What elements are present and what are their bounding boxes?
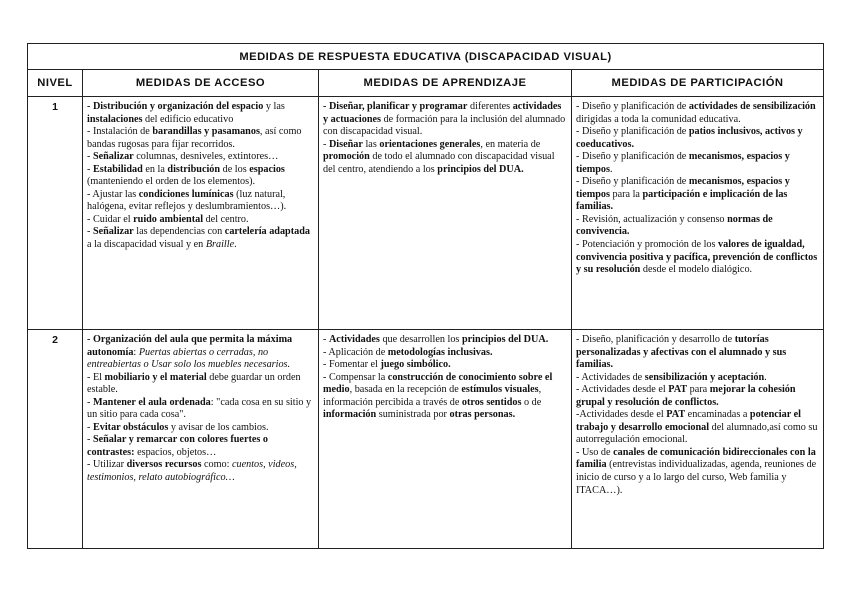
text-run: normas de convivencia.: [576, 213, 773, 238]
text-run: - Diseño y planificación de: [576, 101, 689, 112]
text-run: valores de igualdad, convivencia positiva y pacífica, prevención de conflictos y su resolución: [576, 239, 818, 276]
list-item: [87, 151, 314, 164]
list-item: [576, 239, 819, 277]
participacion-cell: [572, 97, 824, 330]
text-run: Estabilidad: [92, 163, 143, 175]
text-run: (manteniendo el orden de los elementos).: [87, 176, 256, 188]
text-run: - Revisión, actualización y consenso: [576, 213, 728, 225]
list-item: [87, 372, 314, 397]
aprendizaje-cell: [319, 330, 572, 549]
text-run: mejorar la cohesión grupal y resolución de conflictos.: [576, 384, 796, 408]
text-run: - Organización del aula que permita la máxima autonomía: [87, 334, 293, 358]
list-item: [323, 347, 567, 360]
text-run: espacios, objetos…: [134, 446, 217, 458]
text-run: mecanismos, espacios y tiempos: [576, 151, 790, 175]
list-item: [576, 176, 819, 214]
text-run: - Diseñar, planificar y programar: [323, 101, 468, 112]
list-item: [576, 384, 819, 409]
header-nivel: NIVEL: [28, 70, 83, 97]
list-item: [87, 126, 314, 151]
text-run: mecanismos, espacios y tiempos: [576, 176, 790, 200]
list-item: [323, 372, 567, 422]
text-run: dirigidas a toda la comunidad educativa.: [576, 113, 741, 125]
text-run: y las: [263, 101, 285, 112]
text-run: información: [323, 409, 377, 421]
list-item: [576, 101, 819, 126]
text-run: - Actividades desde el: [576, 384, 669, 396]
text-run: : "cada cosa en su sitio y un sitio para cada cosa".: [87, 396, 312, 421]
text-run: - Utilizar: [87, 459, 127, 471]
list-item: [87, 397, 314, 422]
list-item: [87, 164, 314, 189]
text-run: -Actividades desde el: [576, 409, 667, 421]
text-run: .: [609, 163, 613, 175]
text-run: :: [133, 346, 139, 358]
text-run: otras personas.: [449, 409, 516, 421]
text-run: encaminadas a: [685, 409, 750, 421]
text-run: para: [687, 384, 710, 396]
text-run: actividades y actuaciones: [323, 101, 562, 125]
text-run: Actividades: [328, 334, 380, 345]
list-item: [323, 334, 567, 347]
participacion-cell: [572, 330, 824, 549]
text-run: en la: [142, 163, 168, 175]
list-item: [87, 434, 314, 459]
table-row: [28, 330, 824, 549]
text-run: patios inclusivos, activos y coeducativos.: [576, 126, 803, 150]
text-run: columnas, desniveles, extintores…: [133, 151, 279, 163]
text-run: diferentes: [467, 101, 513, 112]
text-run: , así como bandas rugosas para fijar recorridos.: [87, 126, 302, 150]
text-run: principios del DUA.: [437, 163, 524, 175]
text-run: del edificio educativo: [142, 113, 234, 125]
text-run: a la discapacidad visual y en: [87, 239, 206, 251]
text-run: Diseñar: [328, 138, 363, 150]
list-item: [87, 422, 314, 435]
text-run: .: [764, 371, 767, 383]
text-run: como:: [201, 459, 232, 471]
text-run: Señalizar: [92, 226, 134, 238]
text-run: cartelería adaptada: [224, 226, 310, 238]
text-run: -: [87, 163, 93, 175]
list-item: [576, 409, 819, 447]
text-run: del alumnado,así como su autorregulación emocional.: [576, 421, 818, 446]
text-run: - Diseño y planificación de: [576, 176, 689, 188]
text-run: -: [323, 334, 329, 345]
text-run: - Instalación de: [87, 126, 153, 138]
text-run: de formación para la inclusión del alumnado con discapacidad visual.: [323, 113, 566, 138]
table-title: MEDIDAS DE RESPUESTA EDUCATIVA (DISCAPACIDAD VISUAL): [28, 44, 824, 70]
table-row: [28, 97, 824, 330]
text-run: (entrevistas individualizadas, agenda, reuniones de inicio de curso y a lo largo del curso, Web familia y ITACA…).: [576, 459, 817, 496]
text-run: -: [87, 226, 93, 238]
text-run: sensibilización y aceptación: [644, 371, 765, 383]
text-run: debe guardar un orden estable.: [87, 371, 301, 396]
text-run: Braille: [205, 239, 235, 251]
list-item: [576, 372, 819, 385]
text-run: - Distribución y organización del espacio: [87, 101, 264, 112]
text-run: PAT: [668, 384, 688, 396]
text-run: -: [87, 434, 93, 446]
nivel-cell: 2: [28, 330, 83, 549]
text-run: ruido ambiental: [133, 213, 204, 225]
acceso-cell: [83, 330, 319, 549]
list-item: [576, 214, 819, 239]
text-run: -: [87, 421, 93, 433]
text-run: -: [323, 138, 329, 150]
text-run: para la: [609, 188, 643, 200]
list-item: [323, 101, 567, 139]
text-run: .: [234, 239, 237, 251]
text-run: que desarrollen los: [379, 334, 462, 345]
text-run: - Potenciación y promoción de los: [576, 239, 719, 251]
text-run: Puertas abiertas o cerradas, no entreabiertas o Usar solo los muebles necesarios.: [87, 346, 291, 371]
nivel-cell: 1: [28, 97, 83, 330]
text-run: - Aplicación de: [323, 346, 388, 358]
text-run: - El: [87, 371, 105, 383]
text-run: actividades de sensibilización: [688, 101, 816, 112]
text-run: las dependencias con: [133, 226, 225, 238]
text-run: instalaciones: [87, 113, 143, 125]
text-run: de los: [220, 163, 250, 175]
text-run: desde el modelo dialógico.: [640, 264, 753, 276]
header-acceso: MEDIDAS DE ACCESO: [83, 70, 319, 97]
text-run: cuentos, videos, testimonios, relato autobiográfico…: [87, 459, 297, 484]
text-run: Evitar obstáculos: [92, 421, 169, 433]
measures-table: [27, 43, 824, 549]
text-run: de todo el alumnado con discapacidad visual del centro, atendiendo a los: [323, 151, 555, 175]
text-run: distribución: [167, 163, 221, 175]
text-run: promoción: [323, 151, 370, 163]
text-run: estímulos visuales: [461, 384, 539, 396]
text-run: - Fomentar el: [323, 359, 381, 371]
text-run: metodologías inclusivas.: [387, 346, 493, 358]
text-run: - Ajustar las: [87, 188, 139, 200]
text-run: , basada en la recepción de: [349, 384, 462, 396]
text-run: PAT: [666, 409, 686, 421]
list-item: [576, 334, 819, 372]
list-item: [323, 139, 567, 177]
list-item: [87, 226, 314, 251]
list-item: [576, 151, 819, 176]
text-run: - Uso de: [576, 446, 614, 458]
text-run: del centro.: [203, 213, 249, 225]
header-aprendizaje: MEDIDAS DE APRENDIZAJE: [319, 70, 572, 97]
text-run: canales de comunicación bidireccionales con la familia: [576, 446, 816, 471]
list-item: [87, 101, 314, 126]
header-participacion: MEDIDAS DE PARTICIPACIÓN: [572, 70, 824, 97]
text-run: las: [362, 138, 380, 150]
text-run: construcción de conocimiento sobre el medio: [323, 371, 553, 396]
text-run: - Cuidar el: [87, 213, 134, 225]
text-run: - Diseño y planificación de: [576, 126, 689, 138]
text-run: participación e implicación de las familias.: [576, 188, 788, 213]
text-run: Señalizar: [92, 151, 134, 163]
acceso-cell: [83, 97, 319, 330]
text-run: - Compensar la: [323, 371, 388, 383]
list-item: [323, 359, 567, 372]
text-run: principios del DUA.: [461, 334, 549, 345]
text-run: espacios: [249, 163, 285, 175]
list-item: [87, 459, 314, 484]
text-run: tutorías personalizadas y afectivas con el alumnado y sus familias.: [576, 334, 787, 371]
text-run: - Diseño, planificación y desarrollo de: [576, 334, 735, 345]
text-run: mobiliario y el material: [104, 371, 207, 383]
list-item: [87, 189, 314, 214]
list-item: [87, 334, 314, 372]
text-run: otros sentidos: [461, 396, 522, 408]
text-run: - Actividades de: [576, 371, 645, 383]
text-run: potenciar el trabajo y desarrollo emocional: [576, 409, 801, 433]
text-run: o de: [521, 396, 542, 408]
text-run: - Diseño y planificación de: [576, 151, 689, 163]
text-run: suministrada por: [376, 409, 450, 421]
text-run: barandillas y pasamanos: [152, 126, 260, 138]
text-run: Mantener el aula ordenada: [92, 396, 211, 408]
list-item: [576, 447, 819, 497]
text-run: juego simbólico.: [380, 359, 451, 371]
list-item: [576, 126, 819, 151]
text-run: condiciones lumínicas: [138, 188, 234, 200]
text-run: , en materia de: [480, 138, 541, 150]
text-run: y avisar de los cambios.: [168, 421, 269, 433]
text-run: orientaciones generales: [379, 138, 481, 150]
text-run: (luz natural, halógena, evitar reflejos y deslumbramientos…).: [87, 188, 287, 213]
text-run: diversos recursos: [126, 459, 202, 471]
text-run: -: [87, 396, 93, 408]
list-item: [87, 214, 314, 227]
text-run: Señalar y remarcar con colores fuertes o contrastes:: [87, 434, 268, 458]
aprendizaje-cell: [319, 97, 572, 330]
text-run: -: [87, 151, 93, 163]
text-run: , información percibida a través de: [323, 384, 542, 408]
